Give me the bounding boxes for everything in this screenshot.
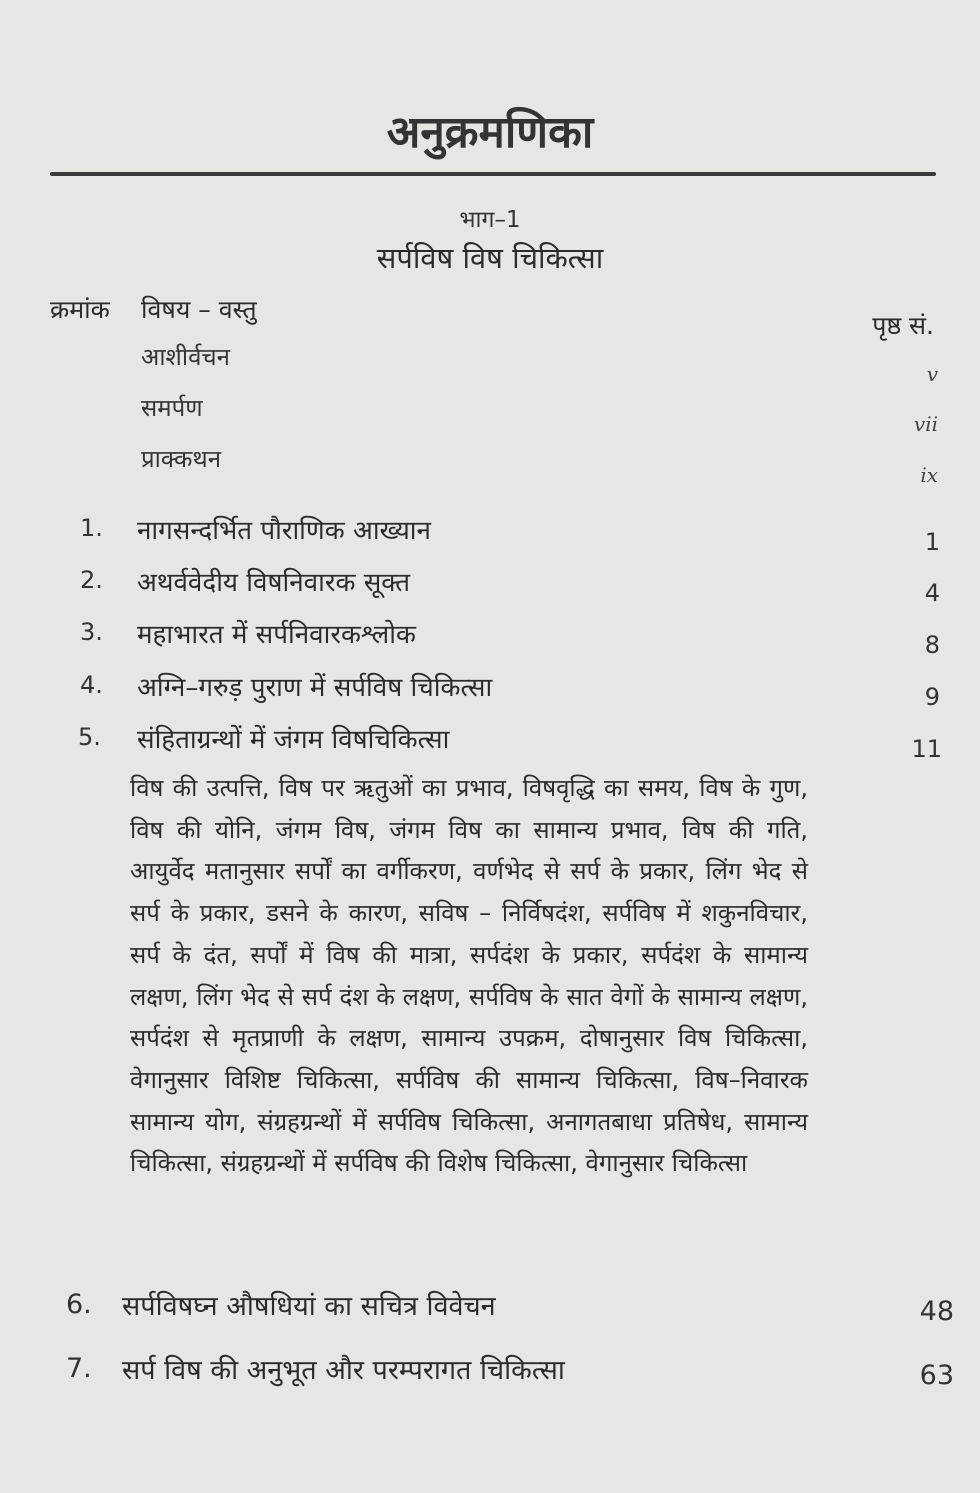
header-page: पृष्ठ सं. (872, 311, 934, 340)
front-matter-label: समर्पण (141, 394, 203, 422)
chapter-page: 4 (924, 579, 940, 607)
part-title: सर्पविष विष चिकित्सा (376, 241, 604, 275)
chapter-title: सर्पविषघ्न औषधियां का सचित्र विवेचन (122, 1291, 496, 1322)
part-label: भाग–1 (459, 207, 521, 233)
chapter-title: संहिताग्रन्थों में जंगम विषचिकित्सा (137, 725, 450, 755)
chapter-number: 7. (66, 1353, 92, 1384)
front-matter-label: प्राक्कथन (141, 445, 222, 473)
chapter-page: 63 (919, 1360, 954, 1391)
chapter-number: 3. (80, 618, 103, 646)
chapter-page: 48 (919, 1296, 954, 1327)
header-subject: विषय – वस्तु (141, 295, 257, 324)
front-matter-page: v (926, 362, 938, 386)
chapter-5-subtopics: विष की उत्पत्ति, विष पर ऋतुओं का प्रभाव, विषवृद्धि का समय, विष के गुण, विष की योनि, जंगम विष, जंगम विष का सामान्य प्रभाव, विष की गति, आयुर्वेद मतानुसार सर्पों का वर्गीकरण, वर्णभेद से सर्प के प्रकार, लिंग भेद से सर्प के प्रकार, डसने के कारण, सविष – निर्विषदंश, सर्पविष में शकुनविचार, सर्प के दंत, सर्पों में विष की मात्रा, सर्पदंश के प्रकार, सर्पदंश के सामान्य लक्षण, लिंग भेद से सर्प दंश के लक्षण, सर्पविष के सात वेगों के सामान्य लक्षण, सर्पदंश से मृतप्राणी के लक्षण, सामान्य उपक्रम, दोषानुसार विष चिकित्सा, वेगानुसार विशिष्ट चिकित्सा, सर्पविष की सामान्य चिकित्सा, विष–निवारक सामान्य योग, संग्रहग्रन्थों में सर्पविष चिकित्सा, अनागतबाधा प्रतिषेध, सामान्य चिकित्सा, संग्रहग्रन्थों में सर्पविष की विशेष चिकित्सा, वेगानुसार चिकित्सा (130, 774, 808, 1178)
chapter-number: 6. (66, 1289, 92, 1320)
chapter-page: 8 (924, 631, 940, 659)
chapter-number: 1. (80, 514, 103, 542)
chapter-title: महाभारत में सर्पनिवारकश्लोक (137, 620, 416, 650)
front-matter-label: आशीर्वचन (141, 343, 230, 371)
front-matter-page: vii (913, 412, 938, 436)
chapter-number: 2. (80, 566, 103, 594)
chapter-page: 1 (924, 528, 940, 556)
chapter-page: 9 (924, 683, 940, 711)
title-underline (50, 172, 936, 176)
chapter-title: अग्नि–गरुड़ पुराण में सर्पविष चिकित्सा (137, 673, 493, 703)
chapter-title: नागसन्दर्भित पौराणिक आख्यान (137, 516, 431, 546)
chapter-number: 4. (80, 671, 103, 699)
front-matter-page: ix (920, 463, 938, 487)
chapter-title: सर्प विष की अनुभूत और परम्परागत चिकित्सा (122, 1355, 565, 1386)
chapter-title: अथर्ववेदीय विषनिवारक सूक्त (137, 568, 411, 598)
header-serial: क्रमांक (50, 295, 110, 324)
chapter-number: 5. (78, 723, 101, 751)
chapter-page: 11 (911, 735, 942, 763)
page-title: अनुक्रमणिका (386, 107, 594, 158)
